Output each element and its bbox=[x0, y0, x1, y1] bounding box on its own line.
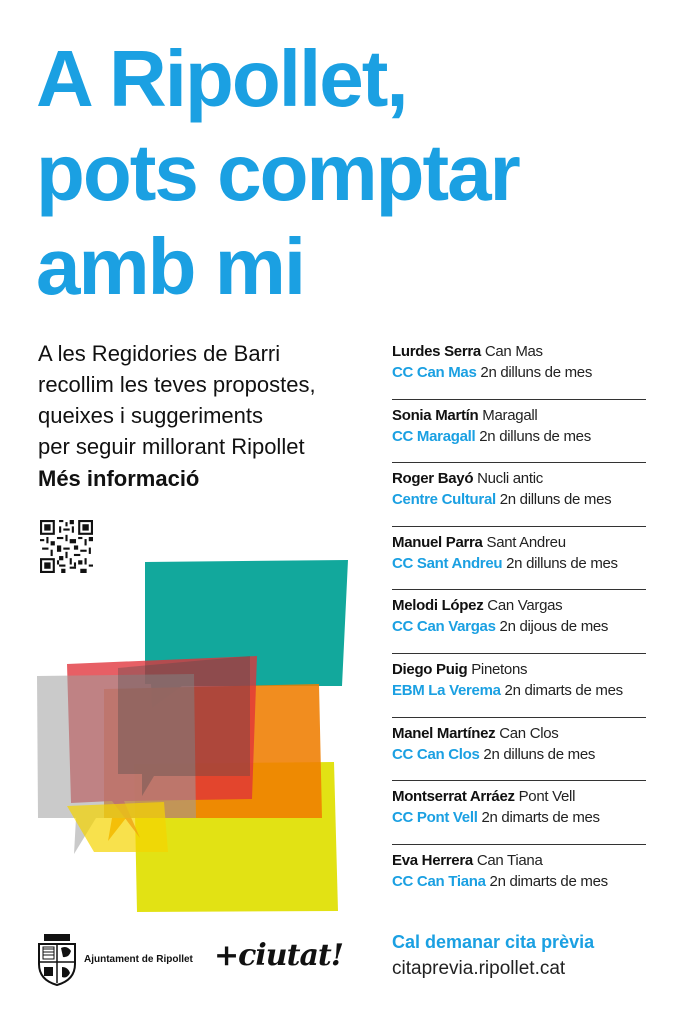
contact-name: Manuel Parra bbox=[392, 533, 483, 551]
intro-line: per seguir millorant Ripollet bbox=[38, 434, 305, 459]
organization-name: Ajuntament de Ripollet bbox=[84, 954, 193, 965]
contact-area: Pont Vell bbox=[518, 788, 576, 806]
contact-center: CC Sant Andreu bbox=[392, 554, 503, 572]
appointment-url-link[interactable]: citaprevia.ripollet.cat bbox=[392, 958, 566, 979]
contact-area: Nucli antic bbox=[477, 470, 543, 488]
contact-entry bbox=[392, 527, 646, 591]
appointment-block bbox=[392, 930, 652, 982]
headline-line-2: pots comptar bbox=[36, 128, 519, 217]
contact-area: Can Mas bbox=[484, 343, 543, 360]
contact-name: Eva Herrera bbox=[392, 851, 473, 869]
contact-schedule: 2n dilluns de mes bbox=[499, 491, 612, 509]
intro-text bbox=[38, 338, 378, 494]
more-info-link[interactable]: Més informació bbox=[38, 466, 200, 491]
brand-logo: +ciutat! bbox=[214, 938, 343, 973]
appointment-title: Cal demanar cita prèvia bbox=[392, 932, 595, 952]
contact-center: CC Can Vargas bbox=[392, 618, 496, 636]
contact-name: Lurdes Serra bbox=[392, 343, 481, 360]
contact-entry bbox=[392, 400, 646, 464]
contact-name: Diego Puig bbox=[392, 660, 468, 678]
contact-name: Melodi López bbox=[392, 597, 484, 615]
contact-center: CC Can Clos bbox=[392, 745, 480, 763]
contact-schedule: 2n dilluns de mes bbox=[506, 554, 618, 572]
intro-line: A les Regidories de Barri bbox=[38, 341, 281, 366]
contact-area: Can Tiana bbox=[476, 851, 543, 869]
contact-schedule: 2n dilluns de mes bbox=[483, 745, 596, 763]
contact-area: Sant Andreu bbox=[486, 533, 566, 551]
contact-center: CC Can Tiana bbox=[392, 872, 486, 890]
contact-name: Roger Bayó bbox=[392, 470, 474, 488]
contact-area: Can Clos bbox=[499, 724, 559, 742]
contact-name: Montserrat Arráez bbox=[392, 788, 515, 806]
headline-line-1: A Ripollet, bbox=[36, 34, 407, 123]
contact-entry bbox=[392, 463, 646, 527]
intro-line: recollim les teves propostes, bbox=[38, 372, 316, 397]
contact-schedule: 2n dilluns de mes bbox=[480, 364, 593, 381]
contact-schedule: 2n dijous de mes bbox=[499, 618, 609, 636]
contact-center: CC Pont Vell bbox=[392, 809, 478, 827]
speech-bubbles-illustration bbox=[34, 556, 354, 916]
contact-area: Can Vargas bbox=[487, 597, 563, 615]
contact-entry bbox=[392, 718, 646, 782]
contact-schedule: 2n dimarts de mes bbox=[481, 809, 600, 827]
contact-schedule: 2n dimarts de mes bbox=[489, 872, 608, 890]
contact-area: Maragall bbox=[482, 406, 538, 424]
contact-center: EBM La Verema bbox=[392, 681, 501, 699]
speech-bubble-lightyellow bbox=[67, 802, 168, 852]
headline-line-3: amb mi bbox=[36, 222, 305, 311]
contact-entry bbox=[392, 845, 646, 909]
contact-entry bbox=[392, 336, 646, 400]
contacts-list bbox=[392, 336, 646, 908]
footer-logos bbox=[36, 930, 356, 990]
contact-name: Manel Martínez bbox=[392, 724, 496, 742]
contact-name: Sonia Martín bbox=[392, 406, 479, 424]
contact-schedule: 2n dimarts de mes bbox=[504, 681, 623, 699]
intro-line: queixes i suggeriments bbox=[38, 403, 264, 428]
contact-entry bbox=[392, 590, 646, 654]
contact-center: CC Can Mas bbox=[392, 364, 477, 381]
contact-schedule: 2n dilluns de mes bbox=[479, 427, 591, 445]
contact-entry bbox=[392, 781, 646, 845]
contact-area: Pinetons bbox=[471, 660, 528, 678]
headline bbox=[36, 32, 656, 314]
contact-center: Centre Cultural bbox=[392, 491, 496, 509]
coat-of-arms-icon bbox=[36, 934, 78, 986]
contact-entry bbox=[392, 654, 646, 718]
contact-center: CC Maragall bbox=[392, 427, 476, 445]
